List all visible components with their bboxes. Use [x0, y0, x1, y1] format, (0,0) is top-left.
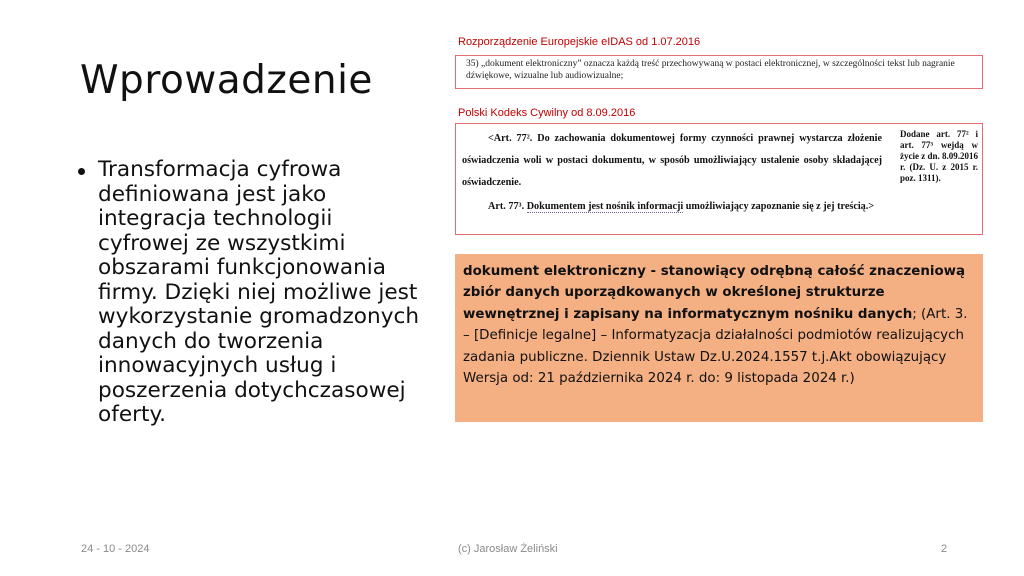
bullet-list — [76, 158, 421, 428]
bullet-text: Transformacja cyfrowa definiowana jest jako integracja technologii cyfrowej ze wszystkimi obszarami funkcjonowania firmy. Dzięki niej możliwe jest wykorzystanie gromadzonych danych do tworzenia innowacyjnych usług i poszerzenia dotychczasowej oferty. — [98, 157, 420, 427]
article-77-3 — [462, 196, 882, 218]
definition-bold: dokument elektroniczny - stanowiący odrębną całość znaczeniową zbiór danych uporządkowanych w określonej strukturze wewnętrznej i zapisany na informatycznym nośniku danych — [463, 264, 966, 322]
article-77-3-underlined: Dokumentem jest nośnik informacji — [526, 201, 684, 212]
definition-box — [455, 254, 983, 422]
article-77-2: <Art. 77². Do zachowania dokumentowej formy czynności prawnej wystarcza złożenie oświadczenia woli w postaci dokumentu, w sposób umożliwiający ustalenie osoby składającej oświadczenie. — [462, 133, 882, 188]
slide-title: Wprowadzenie — [80, 58, 373, 103]
civil-code-side-note: Dodane art. 77² i art. 77³ wejdą w życie z dn. 8.09.2016 r. (Dz. U. z 2015 r. poz. 1311). — [900, 129, 978, 183]
article-77-3-prefix: Art. 77³. — [488, 201, 527, 212]
footer-page-number: 2 — [941, 543, 948, 555]
civil-code-articles — [462, 128, 882, 218]
civil-code-excerpt — [455, 123, 983, 235]
bullet-item — [76, 158, 421, 428]
eu-regulation-heading: Rozporządzenie Europejskie eIDAS od 1.07.2016 — [458, 36, 701, 48]
bullet-dot-icon — [78, 168, 85, 175]
civil-code-heading: Polski Kodeks Cywilny od 8.09.2016 — [458, 107, 636, 119]
eu-regulation-excerpt — [455, 55, 983, 89]
article-77-3-suffix: umożliwiający zapoznanie się z jej treścią.> — [683, 201, 875, 212]
footer-date: 24 - 10 - 2024 — [81, 543, 150, 555]
definition-text — [463, 261, 971, 389]
eu-regulation-text: 35) „dokument elektroniczny” oznacza każdą treść przechowywaną w postaci elektronicznej, w szczególności tekst lub nagranie dźwiękowe, wizualne lub audiowizualne; — [466, 59, 955, 81]
definition-source: ; (Art. 3. – [Definicje legalne] – Informatyzacja działalności podmiotów realizujących zadania publiczne. Dziennik Ustaw Dz.U.2024.1557 t.j.Akt obowiązujący Wersja od: 21 października 2024 r. do: 9 listopada 2024 r.) — [463, 306, 968, 387]
footer-author: (c) Jarosław Żeliński — [458, 543, 558, 555]
